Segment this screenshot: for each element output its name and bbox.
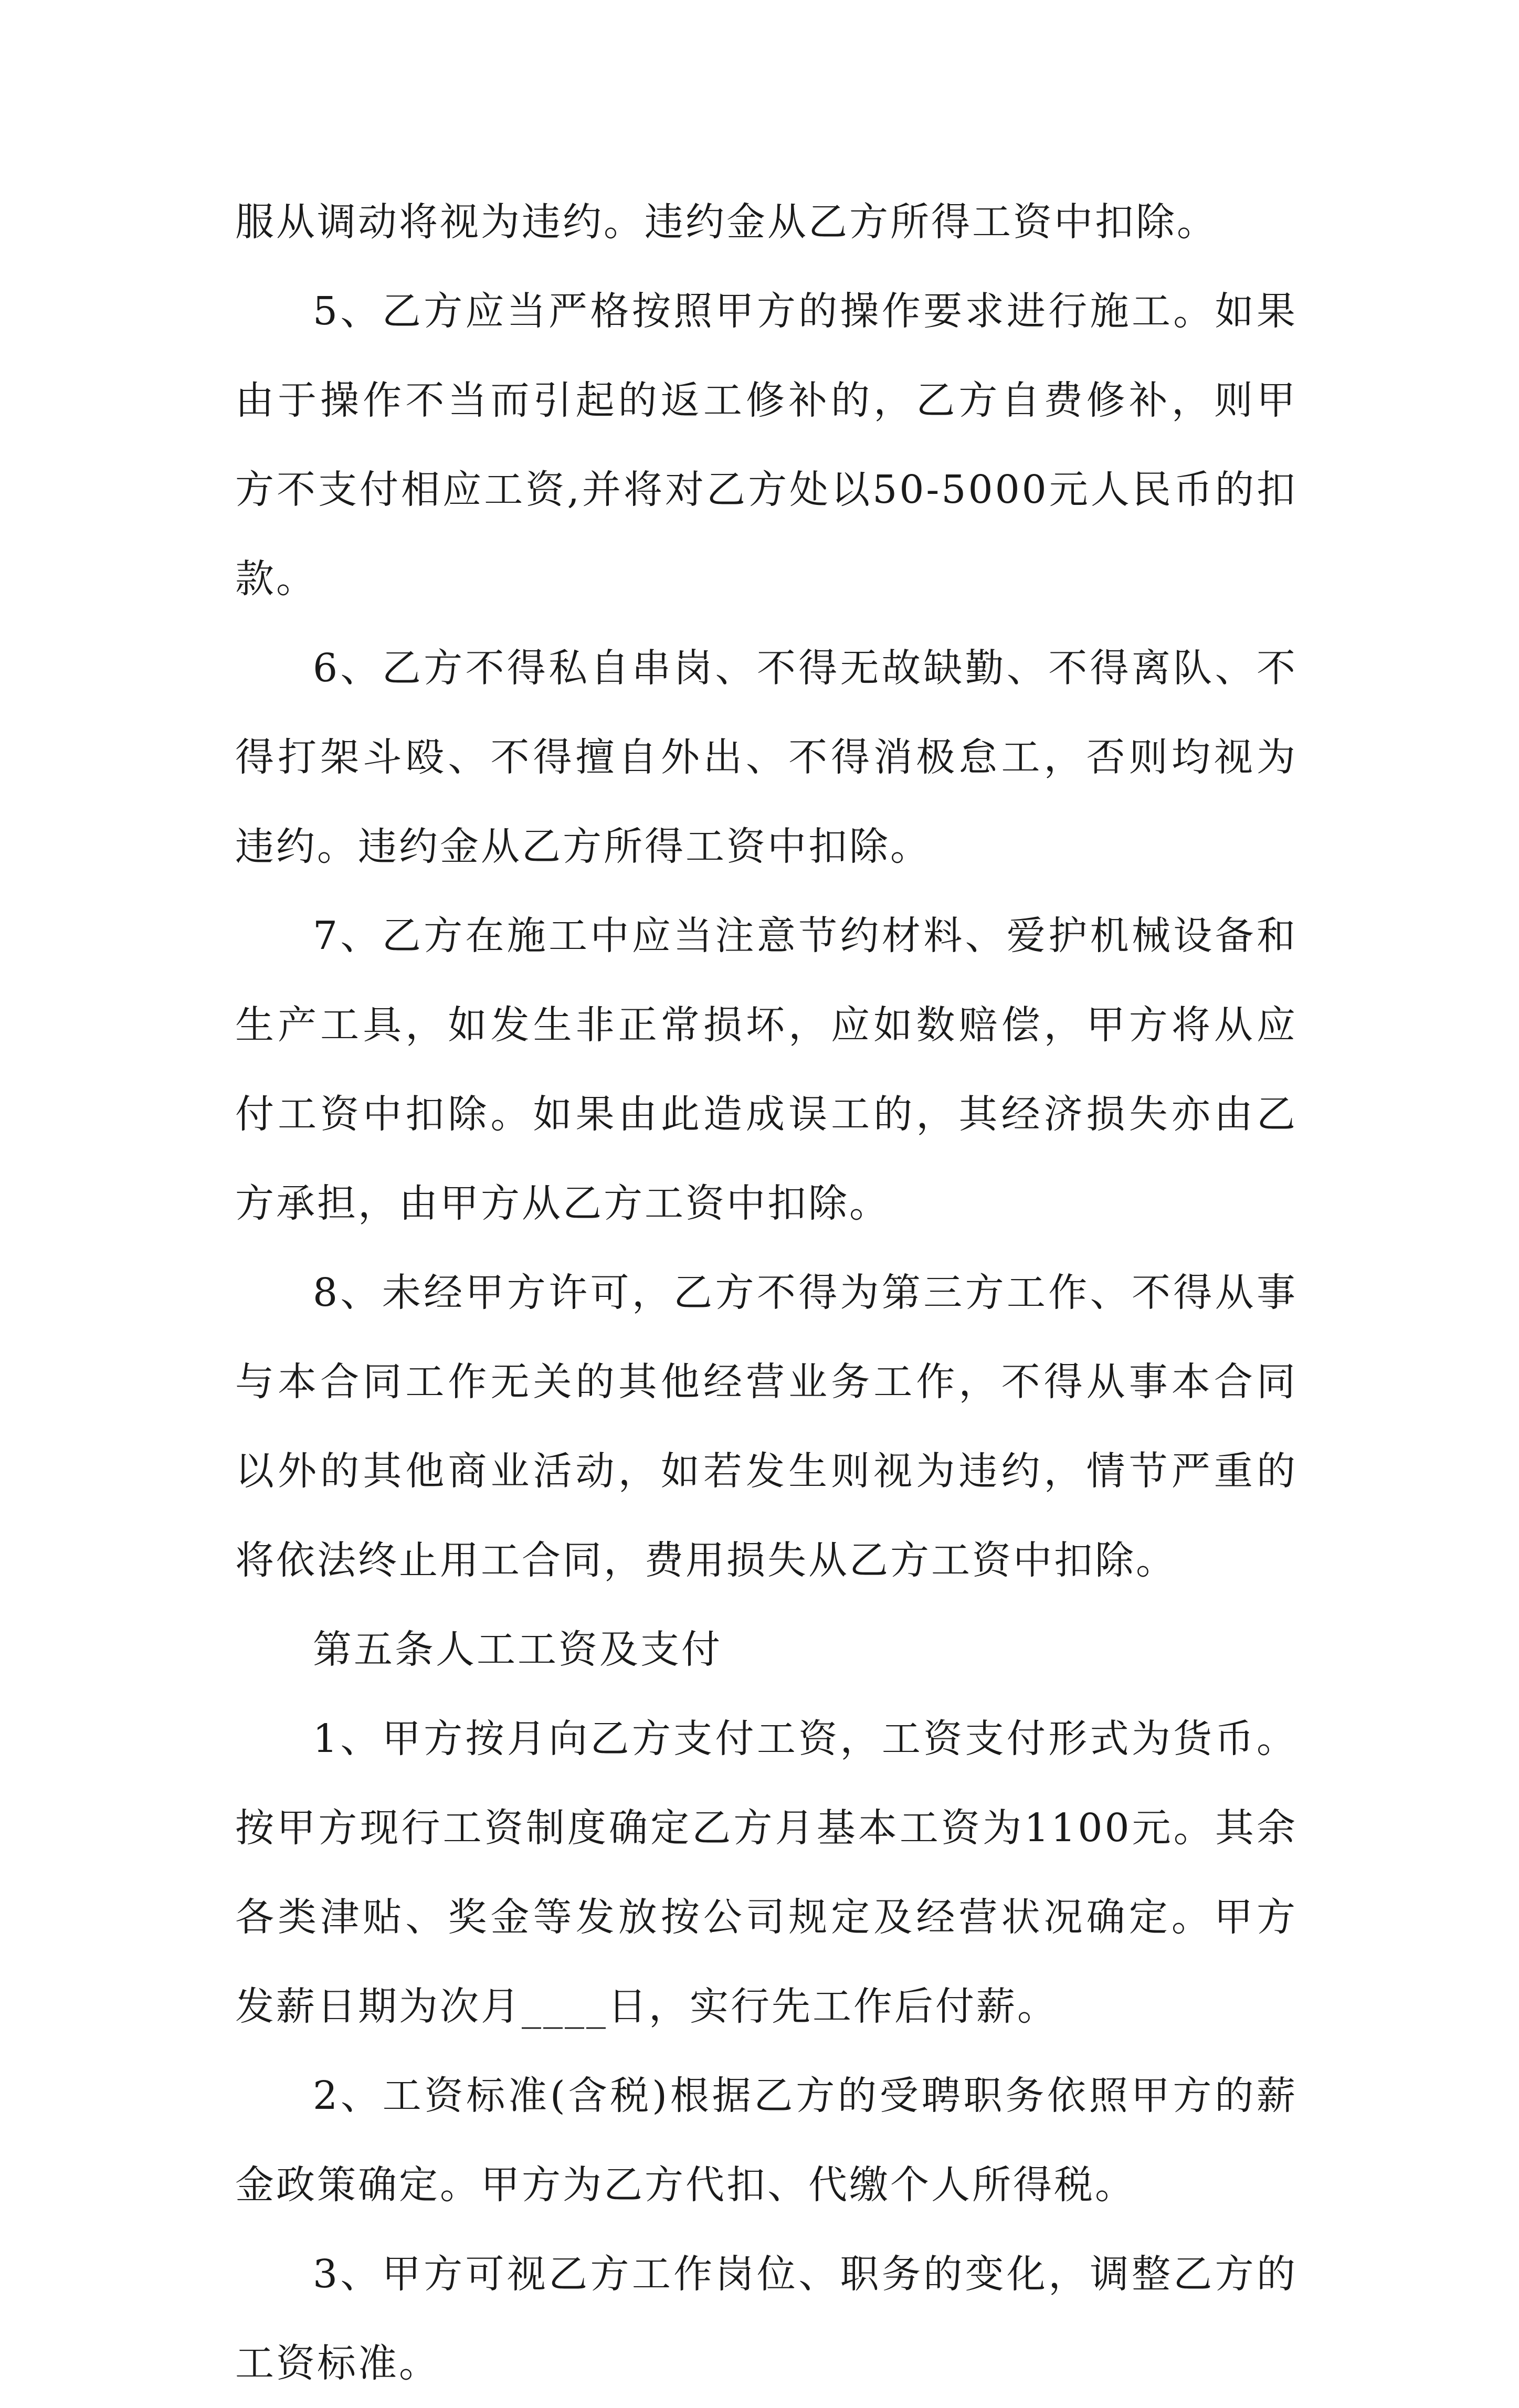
document-body	[235, 177, 1298, 2408]
paragraph-clause-5: 5、乙方应当严格按照甲方的操作要求进行施工。如果由于操作不当而引起的返工修补的，乙方自费修补，则甲方不支付相应工资,并将对乙方处以50-5000元人民币的扣款。	[235, 289, 1298, 601]
paragraph-continuation: 服从调动将视为违约。违约金从乙方所得工资中扣除。	[235, 199, 1218, 245]
paragraph-wage-1: 1、甲方按月向乙方支付工资，工资支付形式为货币。按甲方现行工资制度确定乙方月基本工资为1100元。其余各类津贴、奖金等发放按公司规定及经营状况确定。甲方发薪日期为次月____日，实行先工作后付薪。	[235, 1716, 1298, 2029]
section-heading-article-5: 第五条人工工资及支付	[313, 1627, 722, 1672]
paragraph-clause-8: 8、未经甲方许可，乙方不得为第三方工作、不得从事与本合同工作无关的其他经营业务工作，不得从事本合同以外的其他商业活动，如若发生则视为违约，情节严重的将依法终止用工合同，费用损失从乙方工资中扣除。	[235, 1270, 1298, 1583]
paragraph-wage-2: 2、工资标准(含税)根据乙方的受聘职务依照甲方的薪金政策确定。甲方为乙方代扣、代缴个人所得税。	[235, 2073, 1298, 2208]
paragraph-wage-3: 3、甲方可视乙方工作岗位、职务的变化，调整乙方的工资标准。	[235, 2252, 1298, 2386]
paragraph-clause-7: 7、乙方在施工中应当注意节约材料、爱护机械设备和生产工具，如发生非正常损坏，应如数赔偿，甲方将从应付工资中扣除。如果由此造成误工的，其经济损失亦由乙方承担，由甲方从乙方工资中扣除。	[235, 913, 1298, 1226]
paragraph-clause-6: 6、乙方不得私自串岗、不得无故缺勤、不得离队、不得打架斗殴、不得擅自外出、不得消极怠工，否则均视为违约。违约金从乙方所得工资中扣除。	[235, 646, 1298, 869]
